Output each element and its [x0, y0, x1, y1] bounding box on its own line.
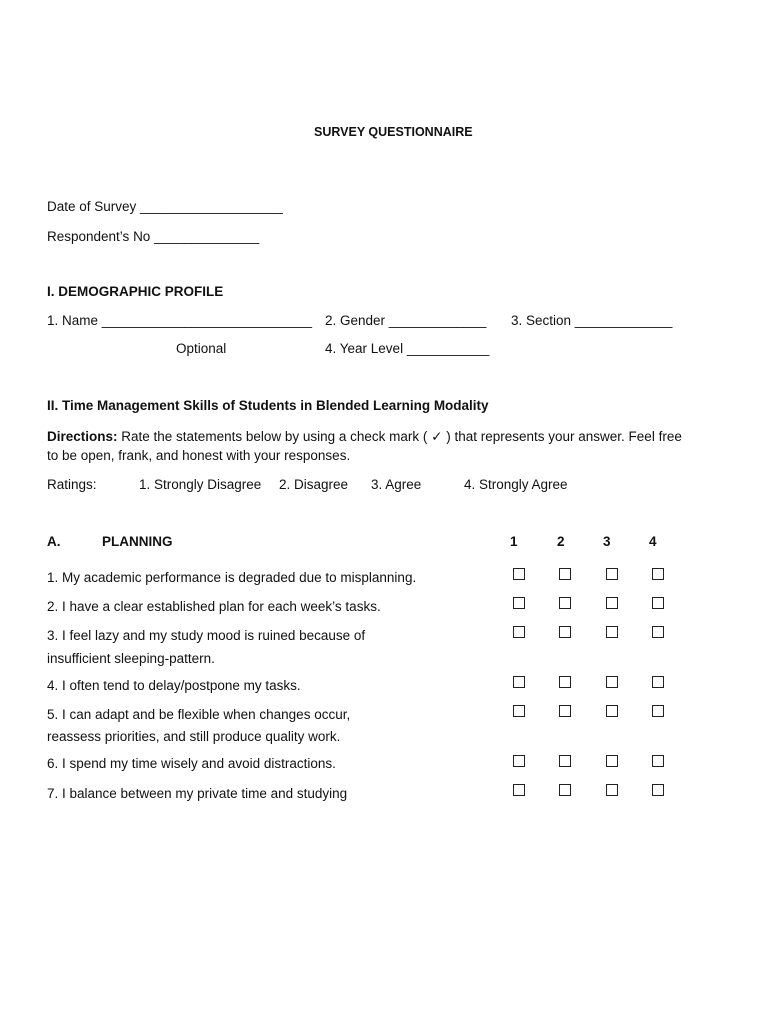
item-4-text: 4. I often tend to delay/postpone my tasks. — [47, 678, 301, 693]
item-4-checkbox-1[interactable] — [513, 676, 525, 688]
part2-heading: II. Time Management Skills of Students in Blended Learning Modality — [47, 398, 489, 413]
item-7-checkbox-1[interactable] — [513, 784, 525, 796]
year-level-field[interactable]: 4. Year Level ___________ — [325, 341, 490, 356]
item-1-checkbox-3[interactable] — [606, 568, 618, 580]
scale-header-3: 3 — [603, 534, 611, 549]
item-7-checkbox-4[interactable] — [652, 784, 664, 796]
item-3-text: 3. I feel lazy and my study mood is ruined because of — [47, 628, 366, 643]
item-6-checkbox-2[interactable] — [559, 755, 571, 767]
item-5-checkbox-1[interactable] — [513, 705, 525, 717]
item-2-checkbox-1[interactable] — [513, 597, 525, 609]
optional-note: Optional — [176, 341, 227, 356]
item-3-checkbox-4[interactable] — [652, 626, 664, 638]
section-a-letter: A. — [47, 534, 61, 549]
rating-agree: 3. Agree — [371, 477, 422, 492]
directions-label: Directions: — [47, 429, 118, 444]
item-6-text: 6. I spend my time wisely and avoid distractions. — [47, 756, 336, 771]
rating-strongly-agree: 4. Strongly Agree — [464, 477, 568, 492]
item-1-text: 1. My academic performance is degraded due to misplanning. — [47, 570, 417, 585]
item-2-checkbox-4[interactable] — [652, 597, 664, 609]
section-field[interactable]: 3. Section _____________ — [511, 313, 673, 328]
date-of-survey-field[interactable]: Date of Survey ___________________ — [47, 199, 283, 214]
scale-header-1: 1 — [510, 534, 518, 549]
item-4-checkbox-4[interactable] — [652, 676, 664, 688]
item-3-checkbox-2[interactable] — [559, 626, 571, 638]
gender-field[interactable]: 2. Gender _____________ — [325, 313, 487, 328]
item-2-text: 2. I have a clear established plan for each week’s tasks. — [47, 599, 381, 614]
item-5-checkbox-4[interactable] — [652, 705, 664, 717]
item-6-checkbox-3[interactable] — [606, 755, 618, 767]
directions-line-1 — [47, 429, 682, 445]
demographic-heading: I. DEMOGRAPHIC PROFILE — [47, 284, 224, 299]
item-7-checkbox-2[interactable] — [559, 784, 571, 796]
item-2-checkbox-3[interactable] — [606, 597, 618, 609]
item-4-checkbox-2[interactable] — [559, 676, 571, 688]
item-1-checkbox-4[interactable] — [652, 568, 664, 580]
rating-disagree: 2. Disagree — [279, 477, 349, 492]
item-3-checkbox-3[interactable] — [606, 626, 618, 638]
directions-text-1: Rate the statements below by using a check mark ( ✓ ) that represents your answer. Feel free — [117, 429, 682, 444]
ratings-label: Ratings: — [47, 477, 97, 492]
item-5-checkbox-2[interactable] — [559, 705, 571, 717]
directions-line-2: to be open, frank, and honest with your responses. — [47, 448, 351, 463]
respondent-number-field[interactable]: Respondent’s No ______________ — [47, 229, 260, 244]
page-title: SURVEY QUESTIONNAIRE — [314, 125, 473, 139]
item-1-checkbox-2[interactable] — [559, 568, 571, 580]
item-4-checkbox-3[interactable] — [606, 676, 618, 688]
item-7-text: 7. I balance between my private time and studying — [47, 786, 348, 801]
item-6-checkbox-4[interactable] — [652, 755, 664, 767]
name-field[interactable]: 1. Name ____________________________ — [47, 313, 312, 328]
item-2-checkbox-2[interactable] — [559, 597, 571, 609]
scale-header-4: 4 — [649, 534, 657, 549]
item-5-text-cont: reassess priorities, and still produce quality work. — [47, 729, 341, 744]
item-5-checkbox-3[interactable] — [606, 705, 618, 717]
item-1-checkbox-1[interactable] — [513, 568, 525, 580]
item-7-checkbox-3[interactable] — [606, 784, 618, 796]
item-5-text: 5. I can adapt and be flexible when changes occur, — [47, 707, 351, 722]
scale-header-2: 2 — [557, 534, 565, 549]
item-3-checkbox-1[interactable] — [513, 626, 525, 638]
item-3-text-cont: insufficient sleeping-pattern. — [47, 651, 215, 666]
rating-strongly-disagree: 1. Strongly Disagree — [139, 477, 262, 492]
section-a-title: PLANNING — [102, 534, 173, 549]
item-6-checkbox-1[interactable] — [513, 755, 525, 767]
